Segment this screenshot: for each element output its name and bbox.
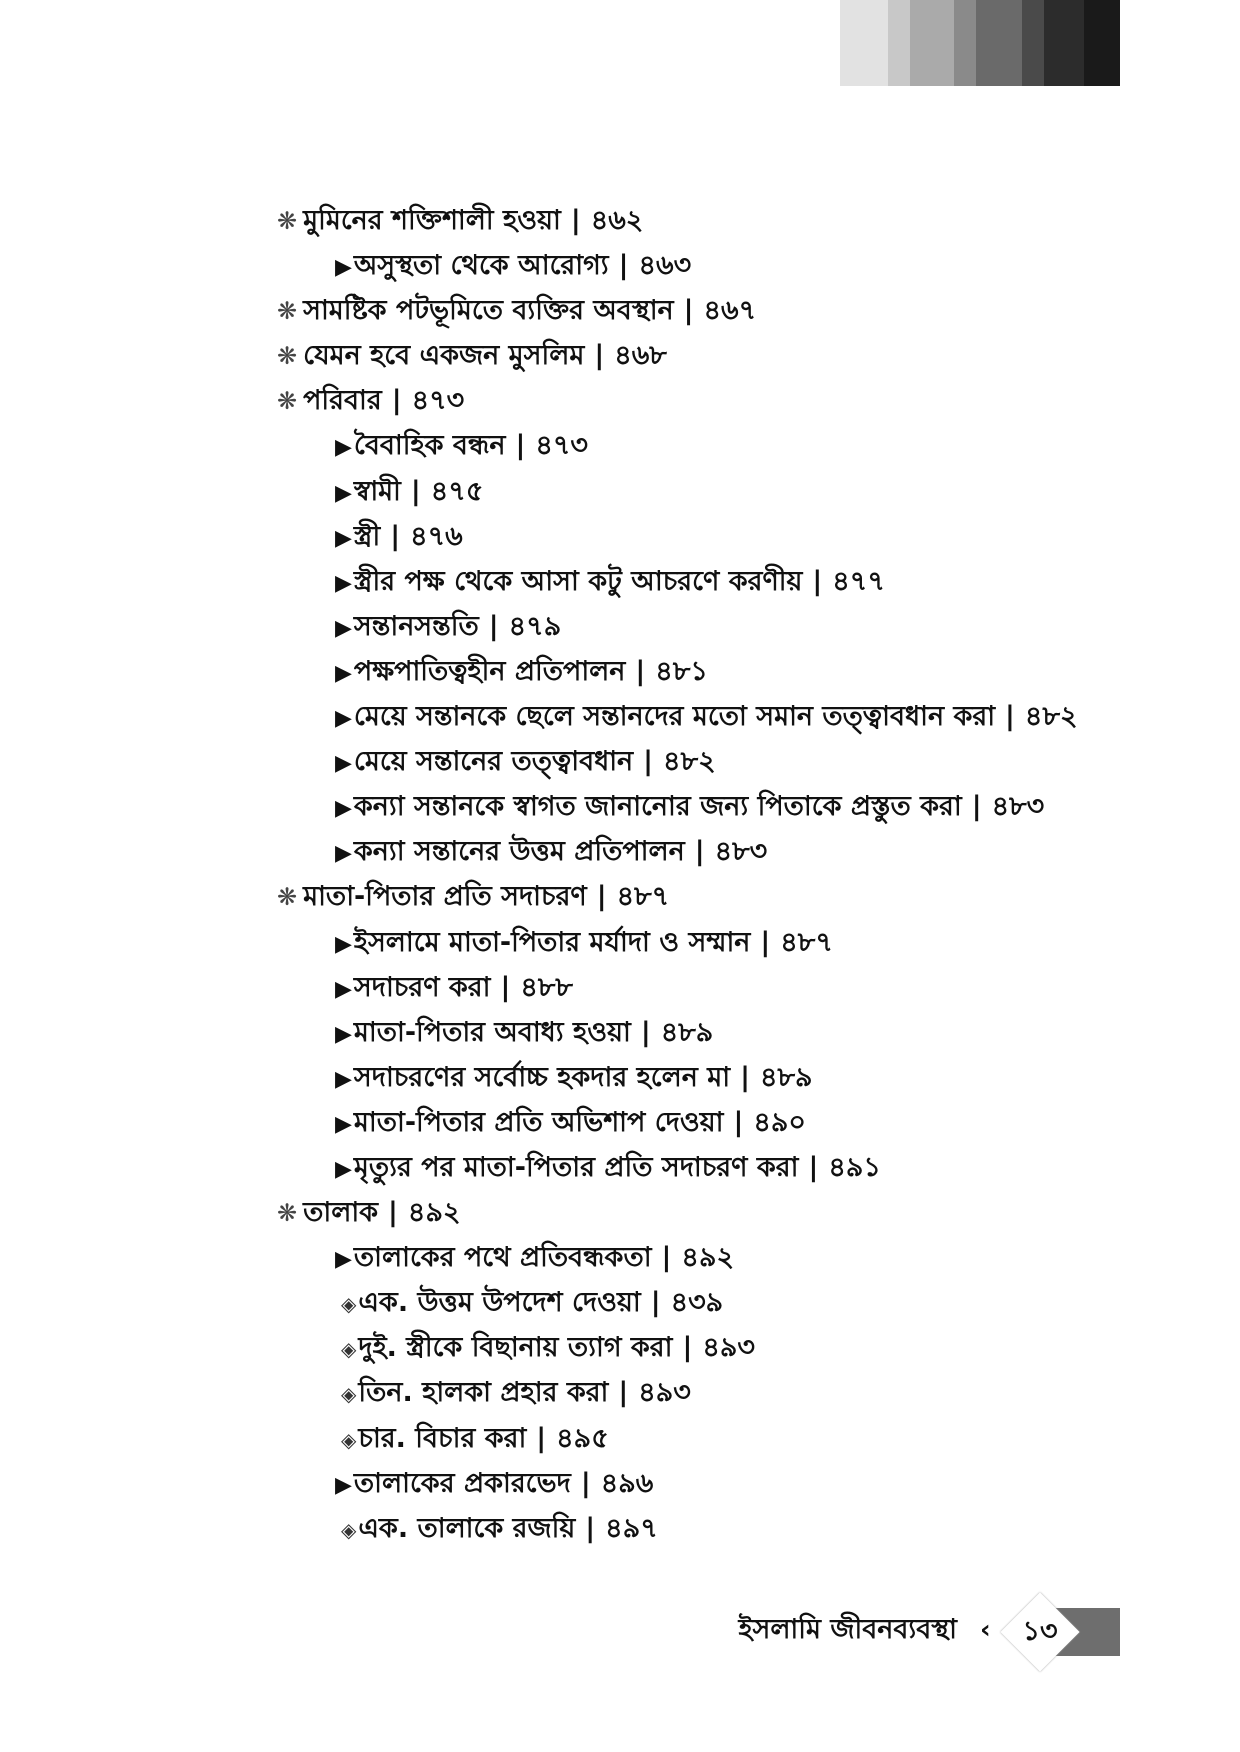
toc-entry	[277, 423, 1177, 468]
toc-separator: |	[640, 1016, 651, 1048]
toc-entry-title: মেয়ে সন্তানকে ছেলে সন্তানদের মতো সমান তত্ত্বাবধান করা	[353, 701, 996, 733]
toc-entry	[277, 694, 1177, 739]
toc-entry	[277, 1461, 1177, 1506]
toc-entry-page: ৪৮৯	[660, 1016, 714, 1048]
toc-entry-page: ৪৮২	[663, 746, 716, 778]
toc-entry-page: ৪৮৮	[520, 971, 573, 1003]
toc-entry	[277, 378, 1177, 423]
toc-entry-title: স্ত্রীর পক্ষ থেকে আসা কটু আচরণে করণীয়	[353, 565, 803, 597]
toc-entry-title: সদাচরণের সর্বোচ্চ হকদার হলেন মা	[353, 1061, 731, 1093]
triangle-bullet-icon: ▶	[335, 525, 352, 551]
header-bar	[910, 0, 954, 86]
toc-separator: |	[694, 836, 705, 868]
toc-entry	[277, 333, 1177, 378]
toc-entry-title: অসুস্থতা থেকে আরোগ্য	[353, 250, 609, 282]
toc-entry-page: ৪৬৭	[703, 295, 757, 327]
toc-entry-page: ৪৯১	[828, 1151, 881, 1183]
triangle-bullet-icon: ▶	[335, 660, 352, 686]
toc-separator: |	[740, 1061, 750, 1093]
toc-entry-title: কন্যা সন্তানকে স্বাগত জানানোর জন্য পিতাকে প্রস্তুত করা	[353, 791, 962, 823]
toc-separator: |	[682, 1332, 693, 1364]
toc-entry-title: ইসলামে মাতা-পিতার মর্যাদা ও সম্মান	[353, 926, 751, 958]
toc-entry-title: পক্ষপাতিত্বহীন প্রতিপালন	[353, 655, 626, 687]
book-title: ইসলামি জীবনব্যবস্থা	[738, 1614, 957, 1645]
diamond-bullet-icon: ◈	[341, 1337, 357, 1362]
toc-entry-page: ৪৮৯	[759, 1061, 813, 1093]
toc-entry-title: দুই. স্ত্রীকে বিছানায় ত্যাগ করা	[358, 1332, 673, 1364]
toc-entry-title: সামষ্টিক পটভূমিতে ব্যক্তির অবস্থান	[303, 295, 674, 327]
toc-separator: |	[594, 340, 605, 372]
toc-entry	[277, 965, 1177, 1010]
toc-entry-page: ৪৮২	[1024, 701, 1078, 733]
toc-entry-title: কন্যা সন্তানের উত্তম প্রতিপালন	[353, 836, 685, 868]
toc-entry-page: ৪৭৬	[410, 520, 463, 552]
toc-separator: |	[661, 1242, 672, 1274]
header-bar	[840, 0, 888, 86]
triangle-bullet-icon: ▶	[335, 1111, 352, 1137]
header-decoration-bars	[840, 0, 1120, 86]
triangle-bullet-icon: ▶	[335, 570, 352, 596]
toc-entry	[277, 920, 1177, 965]
toc-entry-title: মেয়ে সন্তানের তত্ত্বাবধান	[353, 746, 634, 778]
toc-entry	[277, 874, 1177, 919]
toc-entry-page: ৪৯৩	[638, 1377, 691, 1409]
toc-entry-page: ৪৯৫	[556, 1422, 609, 1454]
toc-entry-title: মাতা-পিতার অবাধ্য হওয়া	[353, 1016, 631, 1048]
toc-entry-page: ৪৯৬	[600, 1467, 654, 1499]
toc-entry-title: বৈবাহিক বন্ধন	[353, 430, 506, 462]
toc-separator: |	[643, 746, 654, 778]
toc-separator: |	[536, 1422, 547, 1454]
flower-bullet-icon: ❋	[277, 342, 298, 371]
toc-entry-page: ৪৬৩	[638, 250, 692, 282]
toc-entry-title: মৃত্যুর পর মাতা-পিতার প্রতি সদাচরণ করা	[353, 1151, 799, 1183]
toc-entry-page: ৪৭৫	[430, 475, 484, 507]
toc-entry-page: ৪৩৯	[670, 1287, 724, 1319]
header-bar	[976, 0, 1022, 86]
toc-separator: |	[596, 881, 607, 913]
toc-separator: |	[618, 1377, 629, 1409]
flower-bullet-icon: ❋	[277, 387, 298, 416]
header-bar	[954, 0, 976, 86]
toc-separator: |	[488, 610, 499, 642]
toc-entry	[277, 1370, 1177, 1415]
toc-entry-title: সদাচরণ করা	[353, 971, 491, 1003]
toc-entry	[277, 1100, 1177, 1145]
toc-separator: |	[760, 926, 771, 958]
diamond-bullet-icon: ◈	[341, 1517, 357, 1542]
toc-separator: |	[515, 430, 526, 462]
diamond-bullet-icon: ◈	[341, 1427, 357, 1452]
toc-entry-title: মুমিনের শক্তিশালী হওয়া	[303, 205, 561, 236]
toc-entry-page: ৪৮৩	[991, 791, 1045, 823]
toc-entry-title: পরিবার	[303, 385, 382, 417]
toc-entry-page: ৪৭৯	[508, 610, 562, 642]
toc-entry-page: ৪৬২	[590, 205, 644, 236]
header-bar	[888, 0, 910, 86]
flower-bullet-icon: ❋	[277, 883, 298, 912]
toc-separator: |	[410, 475, 421, 507]
triangle-bullet-icon: ▶	[335, 615, 352, 641]
toc-entry	[277, 1506, 1177, 1551]
toc-separator: |	[585, 1512, 596, 1544]
toc-entry	[277, 649, 1177, 694]
toc-entry	[277, 1010, 1177, 1055]
toc-entry	[277, 739, 1177, 784]
triangle-bullet-icon: ▶	[335, 796, 352, 822]
triangle-bullet-icon: ▶	[335, 706, 352, 732]
triangle-bullet-icon: ▶	[335, 435, 352, 461]
toc-separator: |	[733, 1106, 744, 1138]
toc-entry	[277, 1145, 1177, 1190]
toc-entry-title: সন্তানসন্ততি	[353, 610, 479, 642]
triangle-bullet-icon: ▶	[335, 1156, 352, 1182]
toc-entry	[277, 784, 1177, 829]
toc-separator: |	[618, 250, 629, 282]
toc-entry	[277, 1416, 1177, 1461]
toc-entry-title: তালাকের প্রকারভেদ	[353, 1467, 571, 1499]
toc-separator: |	[1005, 701, 1015, 733]
toc-entry-page: ৪৭৩	[411, 385, 465, 417]
diamond-bullet-icon: ◈	[341, 1292, 357, 1317]
toc-entry-title: স্বামী	[353, 475, 401, 507]
toc-separator: |	[388, 1197, 398, 1229]
toc-entry-page: ৪৮৭	[616, 881, 670, 913]
toc-entry-page: ৪৮১	[655, 655, 708, 687]
toc-entry-page: ৪৭৩	[535, 430, 588, 462]
diamond-bullet-icon: ◈	[341, 1382, 357, 1407]
toc-entry-page: ৪৯০	[753, 1106, 806, 1138]
toc-separator: |	[391, 385, 402, 417]
toc-entry-title: তালাক	[303, 1197, 379, 1229]
toc-separator: |	[683, 295, 694, 327]
page-number-badge	[1000, 1596, 1120, 1668]
toc-entry	[277, 243, 1177, 288]
header-bar	[1084, 0, 1120, 86]
triangle-bullet-icon: ▶	[335, 841, 352, 867]
toc-entry-page: ৪৯২	[681, 1242, 735, 1274]
toc-separator: |	[971, 791, 982, 823]
toc-separator: |	[390, 520, 401, 552]
triangle-bullet-icon: ▶	[335, 480, 352, 506]
toc-entry	[277, 604, 1177, 649]
table-of-contents	[277, 198, 1177, 1551]
chevron-left-icon: ‹	[980, 1615, 991, 1645]
toc-separator: |	[808, 1151, 819, 1183]
toc-entry-page: ৪৬৮	[614, 340, 667, 372]
toc-entry-page: ৪৯২	[407, 1197, 461, 1229]
toc-entry-title: এক. উত্তম উপদেশ দেওয়া	[358, 1287, 641, 1319]
triangle-bullet-icon: ▶	[335, 931, 352, 957]
triangle-bullet-icon: ▶	[335, 1247, 352, 1273]
toc-entry	[277, 1055, 1177, 1100]
toc-separator: |	[650, 1287, 661, 1319]
toc-entry	[277, 288, 1177, 333]
toc-entry-title: তিন. হালকা প্রহার করা	[358, 1377, 609, 1409]
flower-bullet-icon: ❋	[277, 297, 298, 326]
triangle-bullet-icon: ▶	[335, 255, 352, 281]
toc-entry	[277, 559, 1177, 604]
triangle-bullet-icon: ▶	[335, 1472, 352, 1498]
header-bar	[1044, 0, 1084, 86]
toc-entry-title: স্ত্রী	[353, 520, 381, 552]
triangle-bullet-icon: ▶	[335, 751, 352, 777]
toc-entry	[277, 1235, 1177, 1280]
toc-entry-page: ৪৯৩	[702, 1332, 755, 1364]
toc-separator: |	[500, 971, 511, 1003]
toc-entry-title: এক. তালাকে রজয়ি	[358, 1512, 576, 1544]
toc-entry	[277, 829, 1177, 874]
toc-separator: |	[580, 1467, 591, 1499]
triangle-bullet-icon: ▶	[335, 1066, 352, 1092]
toc-entry-title: যেমন হবে একজন মুসলিম	[303, 340, 585, 372]
toc-entry	[277, 1325, 1177, 1370]
triangle-bullet-icon: ▶	[335, 976, 352, 1002]
toc-entry-title: তালাকের পথে প্রতিবন্ধকতা	[353, 1242, 652, 1274]
toc-entry-page: ৪৯৭	[605, 1512, 658, 1544]
toc-entry-title: মাতা-পিতার প্রতি অভিশাপ দেওয়া	[353, 1106, 724, 1138]
toc-entry-page: ৪৭৭	[832, 565, 885, 597]
toc-separator: |	[812, 565, 823, 597]
toc-entry-title: মাতা-পিতার প্রতি সদাচরণ	[303, 881, 587, 913]
toc-entry-title: চার. বিচার করা	[358, 1422, 527, 1454]
toc-entry-page: ৪৮৭	[780, 926, 833, 958]
toc-separator: |	[635, 655, 646, 687]
toc-entry-page: ৪৮৩	[714, 836, 768, 868]
toc-entry	[277, 469, 1177, 514]
triangle-bullet-icon: ▶	[335, 1021, 352, 1047]
flower-bullet-icon: ❋	[277, 1199, 298, 1228]
toc-entry	[277, 1190, 1177, 1235]
toc-entry	[277, 514, 1177, 559]
toc-entry	[277, 198, 1177, 243]
toc-entry	[277, 1280, 1177, 1325]
flower-bullet-icon: ❋	[277, 207, 298, 235]
toc-separator: |	[570, 205, 581, 236]
header-bar	[1022, 0, 1044, 86]
page-number: ১৩	[1022, 1616, 1058, 1647]
